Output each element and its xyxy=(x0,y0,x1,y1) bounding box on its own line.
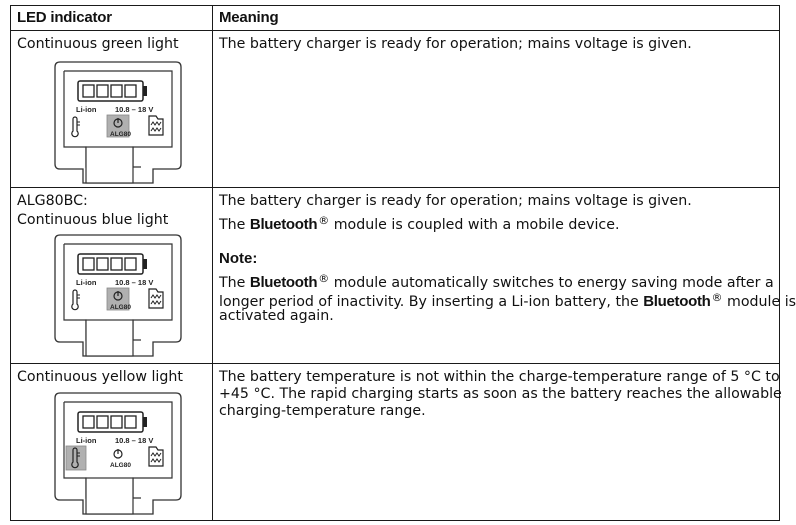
li-ion-label: Li-ion xyxy=(76,105,97,114)
voltage-label: 10.8 – 18 V xyxy=(115,436,154,445)
row-divider xyxy=(11,363,779,364)
battery-level-icon xyxy=(78,81,147,101)
row3-meaning-line1: The battery temperature is not within the charge-temperature range of 5 °C to xyxy=(219,369,780,385)
battery-slot xyxy=(86,320,133,356)
bluetooth-term: Bluetooth xyxy=(643,293,711,310)
voltage-label: 10.8 – 18 V xyxy=(115,278,154,287)
bluetooth-term: Bluetooth xyxy=(249,216,318,233)
temperature-led-lit xyxy=(66,446,86,470)
row2-indicator-label: Continuous blue light xyxy=(17,212,169,228)
li-ion-label: Li-ion xyxy=(76,278,97,287)
row3-charger-panel xyxy=(53,392,183,514)
header-divider xyxy=(11,30,779,31)
led-indicator-table xyxy=(10,5,796,521)
row1-meaning: The battery charger is ready for operation; mains voltage is given. xyxy=(219,36,692,52)
row2-meaning-line2: The Bluetooth® module is coupled with a mobile device. xyxy=(219,214,620,233)
header-led-indicator: LED indicator xyxy=(17,9,112,26)
voltage-label: 10.8 – 18 V xyxy=(115,105,154,114)
battery-slot xyxy=(86,147,133,183)
li-ion-label: Li-ion xyxy=(76,436,97,445)
row3-meaning-line2: +45 °C. The rapid charging starts as soon as the battery reaches the allowable xyxy=(219,386,782,402)
battery-level-icon xyxy=(78,254,147,274)
model-label: ALG80 xyxy=(110,462,131,469)
row2-meaning-line1: The battery charger is ready for operation; mains voltage is given. xyxy=(219,193,692,209)
note-line2: longer period of inactivity. By inserting a Li-ion battery, the Bluetooth® module is xyxy=(219,291,796,310)
header-meaning: Meaning xyxy=(219,9,279,26)
battery-slot xyxy=(86,478,133,514)
column-divider xyxy=(212,6,213,520)
note-line3: activated again. xyxy=(219,308,334,324)
note-label: Note: xyxy=(219,250,258,267)
row2-charger-panel xyxy=(53,234,183,356)
row3-indicator-label: Continuous yellow light xyxy=(17,369,183,385)
model-label: ALG80 xyxy=(110,131,131,138)
battery-level-icon xyxy=(78,412,147,432)
row1-indicator-label: Continuous green light xyxy=(17,36,179,52)
row-divider xyxy=(11,187,779,188)
note-line1: The Bluetooth® module automatically switches to energy saving mode after a xyxy=(219,272,774,291)
model-label: ALG80 xyxy=(110,304,131,311)
row3-meaning-line3: charging-temperature range. xyxy=(219,403,426,419)
bluetooth-term: Bluetooth xyxy=(249,274,318,291)
row1-charger-panel xyxy=(53,61,183,183)
row2-model-label: ALG80BC: xyxy=(17,193,88,209)
